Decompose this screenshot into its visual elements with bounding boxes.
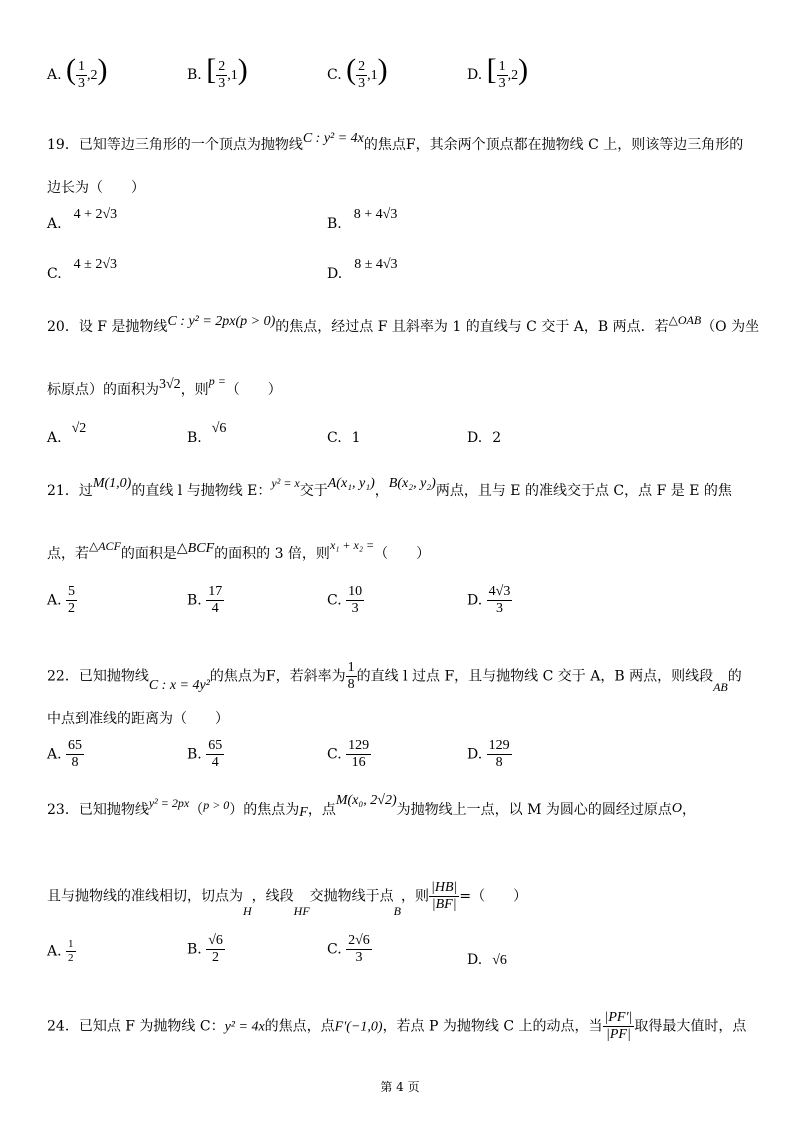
q24-stem-line1 (47, 1010, 746, 1043)
q24-math: y² = 4x (224, 1019, 265, 1035)
denominator: 8 (347, 677, 355, 692)
open-bracket: ( (66, 53, 77, 86)
q19-text: 的焦点F，其余两个顶点都在抛物线 C 上，则该等边三角形的 (363, 137, 744, 153)
denominator: 4 (211, 755, 219, 770)
close-bracket: ) (377, 53, 388, 86)
option-letter: C. (327, 746, 342, 763)
q20-text: 20．设 F 是抛物线 (47, 319, 168, 335)
q21-text: 的面积的 3 倍，则 (214, 546, 330, 562)
option-letter: D. (467, 952, 483, 968)
q20-stem-line1 (47, 313, 760, 336)
q23-text: =（ ） (459, 888, 528, 905)
q19-text: 19．已知等边三角形的一个顶点为抛物线 (47, 137, 303, 153)
option-value: 2 (492, 430, 502, 446)
q23-text: 23．已知抛物线 (47, 802, 149, 818)
q19-option-b[interactable] (327, 206, 398, 232)
denominator: 3 (495, 601, 503, 616)
denominator: 2 (68, 952, 74, 964)
q20-text: （ ） (225, 382, 282, 398)
fraction (66, 584, 77, 617)
fraction (346, 660, 357, 693)
q22-option-c[interactable] (327, 738, 371, 771)
q23-text: ，点 (307, 802, 336, 818)
q20-math: △OAB (668, 313, 702, 327)
fraction (66, 738, 84, 771)
option-letter: A. (47, 746, 62, 763)
q21-option-b[interactable] (187, 584, 224, 617)
option-value: √6 (492, 953, 507, 968)
q23-math: p > 0 (203, 798, 230, 812)
open-bracket: [ (206, 53, 217, 86)
q22-option-a[interactable] (47, 738, 84, 771)
q23-math: H (243, 903, 252, 918)
denominator: 2 (212, 950, 220, 965)
numerator: 2 (218, 58, 226, 74)
numerator: |PF′| (604, 1010, 633, 1025)
q23-math: M(x₀, 2√2) (335, 793, 397, 808)
denominator: 3 (358, 75, 366, 91)
q21-text: 的直线 l 与抛物线 E： (131, 483, 272, 499)
fraction (206, 933, 225, 966)
q19-math: C : y² = 4x (302, 131, 364, 146)
fraction (356, 59, 367, 92)
option-value: 1 (351, 430, 361, 446)
denominator: |BF| (431, 897, 457, 912)
option-value: √6 (211, 421, 227, 436)
q20-option-a[interactable] (47, 420, 87, 446)
fraction (346, 738, 371, 771)
numerator: 10 (348, 584, 363, 599)
denominator: 2 (68, 601, 76, 616)
q21-text: 21．过 (47, 483, 93, 499)
close-bracket: ) (237, 53, 248, 86)
option-value: 4 + 2√3 (73, 207, 118, 222)
q21-option-c[interactable] (327, 584, 364, 617)
fraction (206, 738, 224, 771)
q19-option-d[interactable] (327, 256, 398, 282)
option-letter: C. (327, 941, 342, 958)
q21-text: 的面积是 (120, 546, 177, 562)
q22-text: 的直线 l 过点 F，且与抛物线 C 交于 A，B 两点，则线段 (356, 668, 714, 685)
q19-stem-line1 (47, 131, 744, 154)
denominator: 3 (78, 75, 86, 91)
q22-option-b[interactable] (187, 738, 224, 771)
option-letter: A. (47, 216, 62, 232)
q19-option-a[interactable] (47, 206, 118, 232)
option-letter: B. (187, 746, 202, 763)
option-letter: D. (327, 266, 343, 282)
option-letter: A. (47, 943, 62, 960)
option-letter: C. (47, 266, 62, 282)
q23-text: （ (189, 802, 204, 818)
q22-math: C : x = 4y² (148, 677, 210, 693)
fraction (487, 738, 512, 771)
q23-text: ）的焦点为 (229, 802, 300, 818)
q23-text: ，则 (401, 888, 430, 905)
fraction (487, 584, 513, 617)
q21-option-d[interactable] (467, 584, 512, 617)
denominator: 3 (498, 75, 506, 91)
q23-text: ， (681, 802, 696, 818)
q21-text: 交于 (299, 483, 328, 499)
option-letter: A. (47, 67, 62, 83)
q23-text: 且与抛物线的准线相切，切点为 (47, 888, 243, 905)
close-bracket: ) (518, 53, 529, 86)
q20-math: C : y² = 2px(p > 0) (167, 314, 276, 329)
q20-math: 3√2 (159, 377, 181, 392)
page-number: 第 4 页 (380, 1080, 420, 1094)
numerator: 1 (68, 938, 74, 950)
denominator: 4 (211, 601, 219, 616)
q18-option-c[interactable] (327, 55, 388, 92)
option-letter: D. (467, 592, 483, 609)
q21-stem-line1 (47, 476, 732, 500)
option-letter: B. (327, 216, 342, 232)
q20-text: 标原点）的面积为 (47, 382, 159, 398)
q22-stem-line1 (47, 660, 742, 693)
option-letter: B. (187, 592, 202, 609)
numerator: 2√6 (348, 933, 370, 948)
option-letter: B. (187, 430, 202, 446)
q24-text: 的焦点，点 (264, 1018, 335, 1035)
fraction (206, 584, 224, 617)
fraction (346, 584, 364, 617)
numerator: 1 (78, 58, 86, 74)
numerator: 17 (208, 584, 223, 599)
fraction (216, 59, 227, 92)
q21-stem-line2 (47, 538, 431, 563)
q23-option-d[interactable] (467, 952, 507, 969)
denominator: 16 (351, 755, 366, 770)
q22-text: 22．已知抛物线 (47, 668, 149, 685)
option-value: √2 (71, 421, 87, 436)
option-value: 4 ± 2√3 (73, 257, 118, 272)
q23-math: F (299, 805, 308, 820)
q22-text: 的 (727, 668, 742, 685)
denominator: 3 (218, 75, 226, 91)
option-tail: ,2 (507, 68, 519, 83)
q23-stem-line2 (47, 880, 528, 918)
denominator: |PF| (606, 1027, 631, 1042)
q20-text: 的焦点，经过点 F 且斜率为 1 的直线与 C 交于 A，B 两点．若 (275, 319, 669, 335)
fraction (429, 880, 459, 913)
numerator: 129 (488, 738, 510, 753)
option-letter: A. (47, 430, 62, 446)
q23-math: O (671, 801, 682, 816)
q21-math: y² = x (271, 476, 300, 490)
option-letter: A. (47, 592, 62, 609)
fraction (76, 59, 87, 92)
numerator: √6 (208, 933, 223, 948)
q22-stem-line2: 中点到准线的距离为（ ） (47, 711, 229, 727)
q21-math: B(x₂, y₂) (388, 476, 436, 491)
q23-text: 为抛物线上一点，以 M 为圆心的圆经过原点 (396, 802, 672, 818)
q24-text: 24．已知点 F 为抛物线 C： (47, 1018, 225, 1035)
q20-stem-line2 (47, 374, 282, 399)
fraction (603, 1010, 635, 1043)
q23-option-c[interactable] (327, 933, 372, 966)
denominator: 8 (71, 755, 79, 770)
option-tail: ,2 (87, 68, 98, 83)
q18-option-d[interactable] (467, 55, 528, 92)
q19-option-c[interactable] (47, 256, 118, 282)
q20-text: （O 为坐 (701, 319, 760, 335)
denominator: 3 (351, 601, 359, 616)
q23-text: ，线段 (251, 888, 294, 905)
q21-math: M(1,0) (92, 476, 132, 491)
q18-option-a[interactable] (47, 55, 108, 92)
q23-text: 交抛物线于点 (309, 888, 394, 905)
option-value: 8 ± 4√3 (354, 257, 398, 272)
denominator: 3 (355, 950, 363, 965)
q21-text: 两点，且与 E 的准线交于点 C，点 F 是 E 的焦 (435, 483, 732, 499)
q20-text: ，则 (180, 382, 209, 398)
option-tail: ,1 (367, 68, 378, 83)
option-letter: D. (467, 67, 483, 83)
numerator: 2 (358, 58, 366, 74)
q22-option-d[interactable] (467, 738, 512, 771)
q21-math: △BCF (176, 541, 215, 556)
numerator: 5 (68, 584, 76, 599)
numerator: 1 (498, 58, 506, 74)
option-letter: C. (327, 592, 342, 609)
fraction (497, 59, 508, 92)
option-letter: C. (327, 67, 342, 83)
open-bracket: ( (346, 53, 357, 86)
open-bracket: [ (486, 53, 497, 86)
numerator: 65 (68, 738, 83, 753)
q24-text: 取得最大值时，点 (634, 1018, 747, 1035)
q23-math: B (393, 903, 402, 918)
q23-stem-line1 (47, 793, 696, 820)
fraction (66, 938, 76, 965)
q23-math: HF (293, 903, 310, 918)
numerator: 65 (208, 738, 223, 753)
q23-option-b[interactable] (187, 933, 225, 966)
numerator: 129 (348, 738, 370, 753)
q18-option-b[interactable] (187, 55, 248, 92)
q21-option-a[interactable] (47, 584, 77, 617)
denominator: 8 (495, 755, 503, 770)
option-letter: D. (467, 430, 483, 446)
fraction (346, 933, 372, 966)
q20-option-c[interactable] (327, 430, 361, 446)
numerator: 1 (347, 660, 355, 675)
close-bracket: ) (97, 53, 108, 86)
q21-math: A(x₁, y₁) (327, 476, 375, 491)
q20-option-b[interactable] (187, 420, 227, 446)
numerator: |HB| (431, 880, 458, 895)
option-value: 8 + 4√3 (353, 207, 398, 222)
option-tail: ,1 (227, 68, 238, 83)
q21-text: （ ） (374, 546, 431, 562)
q19-stem-line2: 边长为（ ） (47, 180, 145, 196)
q23-option-a[interactable] (47, 938, 76, 965)
numerator: 4√3 (488, 584, 511, 599)
q21-text: ， (374, 483, 389, 499)
q21-text: 点，若 (47, 546, 89, 562)
q21-math: △ACF (89, 539, 121, 553)
q22-text: 的焦点为F，若斜率为 (209, 668, 346, 685)
q24-math: F′(−1,0) (334, 1019, 383, 1035)
option-letter: B. (187, 67, 202, 83)
q23-math: y² = 2px (148, 796, 190, 810)
q24-text: ，若点 P 为抛物线 C 上的动点，当 (382, 1018, 603, 1035)
q20-math: p = (208, 374, 226, 388)
option-letter: D. (467, 746, 483, 763)
q22-math: AB (713, 679, 728, 694)
q21-math: x₁ + x₂ = (329, 538, 375, 552)
option-letter: B. (187, 941, 202, 958)
option-letter: C. (327, 430, 342, 446)
q20-option-d[interactable] (467, 430, 501, 446)
